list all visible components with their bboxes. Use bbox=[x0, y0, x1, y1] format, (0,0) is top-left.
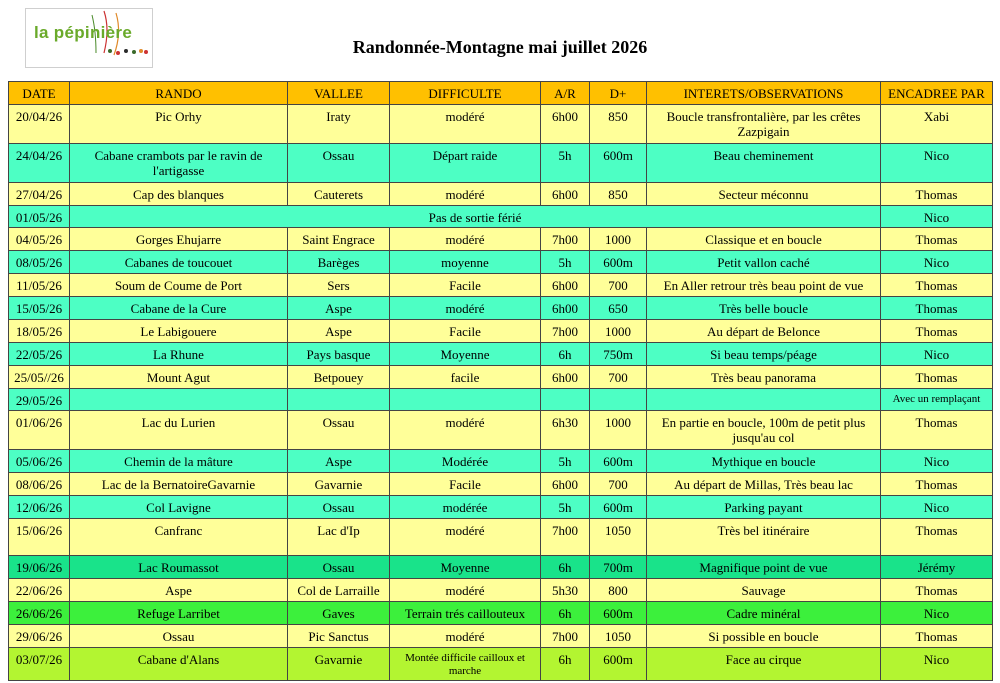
cell-interets: Face au cirque bbox=[647, 648, 881, 681]
cell-encadree: Xabi bbox=[881, 105, 993, 144]
cell-date: 08/05/26 bbox=[9, 251, 70, 274]
cell-vallee: Aspe bbox=[288, 297, 390, 320]
cell-encadree: Nico bbox=[881, 450, 993, 473]
header-rando: RANDO bbox=[70, 82, 288, 105]
cell-interets: Très belle boucle bbox=[647, 297, 881, 320]
cell-rando: Lac du Lurien bbox=[70, 411, 288, 450]
cell-vallee: Pays basque bbox=[288, 343, 390, 366]
table-row bbox=[9, 579, 993, 602]
cell-difficulte: modéré bbox=[390, 519, 541, 556]
cell-date: 11/05/26 bbox=[9, 274, 70, 297]
cell-rando: Lac de la BernatoireGavarnie bbox=[70, 473, 288, 496]
cell-difficulte: modéré bbox=[390, 579, 541, 602]
cell-date: 04/05/26 bbox=[9, 228, 70, 251]
cell-encadree: Jérémy bbox=[881, 556, 993, 579]
cell-rando: Ossau bbox=[70, 625, 288, 648]
hikes-table bbox=[8, 81, 993, 681]
cell-date: 19/06/26 bbox=[9, 556, 70, 579]
cell-date: 29/05/26 bbox=[9, 389, 70, 411]
table-row bbox=[9, 648, 993, 681]
cell-encadree: Thomas bbox=[881, 366, 993, 389]
cell-ar: 7h00 bbox=[541, 519, 590, 556]
cell-difficulte: Facile bbox=[390, 274, 541, 297]
cell-vallee: Gavarnie bbox=[288, 473, 390, 496]
cell-ar: 6h00 bbox=[541, 473, 590, 496]
page-title: Randonnée-Montagne mai juillet 2026 bbox=[352, 37, 648, 57]
cell-dplus: 650 bbox=[590, 297, 647, 320]
cell-interets: En Aller retrour très beau point de vue bbox=[647, 274, 881, 297]
cell-difficulte: Facile bbox=[390, 473, 541, 496]
cell-rando: Chemin de la mâture bbox=[70, 450, 288, 473]
cell-rando: Pas de sortie férié bbox=[70, 206, 881, 228]
cell-difficulte: modéré bbox=[390, 183, 541, 206]
cell-rando: Gorges Ehujarre bbox=[70, 228, 288, 251]
cell-dplus: 700 bbox=[590, 473, 647, 496]
cell-dplus bbox=[590, 389, 647, 411]
cell-difficulte: Modérée bbox=[390, 450, 541, 473]
cell-encadree: Nico bbox=[881, 144, 993, 183]
cell-difficulte: moyenne bbox=[390, 251, 541, 274]
cell-ar: 6h bbox=[541, 556, 590, 579]
cell-interets: Beau cheminement bbox=[647, 144, 881, 183]
cell-encadree: Thomas bbox=[881, 320, 993, 343]
cell-interets: Très bel itinéraire bbox=[647, 519, 881, 556]
cell-rando: Lac Roumassot bbox=[70, 556, 288, 579]
cell-ar: 5h30 bbox=[541, 579, 590, 602]
cell-dplus: 600m bbox=[590, 602, 647, 625]
cell-encadree: Thomas bbox=[881, 274, 993, 297]
cell-vallee: Lac d'Ip bbox=[288, 519, 390, 556]
cell-rando: Cabanes de toucouet bbox=[70, 251, 288, 274]
cell-encadree: Nico bbox=[881, 251, 993, 274]
header-dplus: D+ bbox=[590, 82, 647, 105]
cell-vallee: Gavarnie bbox=[288, 648, 390, 681]
cell-dplus: 1000 bbox=[590, 411, 647, 450]
cell-date: 18/05/26 bbox=[9, 320, 70, 343]
header-vallee: VALLEE bbox=[288, 82, 390, 105]
cell-vallee: Col de Larraille bbox=[288, 579, 390, 602]
cell-date: 08/06/26 bbox=[9, 473, 70, 496]
cell-dplus: 1050 bbox=[590, 519, 647, 556]
cell-rando: Cabane crambots par le ravin de l'artigasse bbox=[70, 144, 288, 183]
cell-encadree: Thomas bbox=[881, 625, 993, 648]
cell-interets: Secteur méconnu bbox=[647, 183, 881, 206]
cell-dplus: 1000 bbox=[590, 320, 647, 343]
cell-vallee: Sers bbox=[288, 274, 390, 297]
table-row bbox=[9, 411, 993, 450]
cell-ar: 5h bbox=[541, 496, 590, 519]
table-row bbox=[9, 251, 993, 274]
cell-encadree: Thomas bbox=[881, 183, 993, 206]
header-ar: A/R bbox=[541, 82, 590, 105]
cell-encadree: Nico bbox=[881, 343, 993, 366]
cell-date: 27/04/26 bbox=[9, 183, 70, 206]
cell-ar: 7h00 bbox=[541, 228, 590, 251]
cell-rando: Cabane d'Alans bbox=[70, 648, 288, 681]
cell-rando: Soum de Coume de Port bbox=[70, 274, 288, 297]
cell-interets: Mythique en boucle bbox=[647, 450, 881, 473]
cell-ar: 5h bbox=[541, 144, 590, 183]
cell-rando bbox=[70, 389, 288, 411]
cell-dplus: 1000 bbox=[590, 228, 647, 251]
cell-encadree: Thomas bbox=[881, 519, 993, 556]
table-row bbox=[9, 473, 993, 496]
cell-date: 20/04/26 bbox=[9, 105, 70, 144]
cell-date: 24/04/26 bbox=[9, 144, 70, 183]
cell-interets: En partie en boucle, 100m de petit plus jusqu'au col bbox=[647, 411, 881, 450]
cell-encadree: Thomas bbox=[881, 411, 993, 450]
cell-date: 01/05/26 bbox=[9, 206, 70, 228]
header-row bbox=[9, 82, 993, 105]
cell-vallee: Saint Engrace bbox=[288, 228, 390, 251]
cell-ar: 6h00 bbox=[541, 366, 590, 389]
cell-difficulte: Montée difficile cailloux et marche bbox=[390, 648, 541, 681]
cell-ar: 6h bbox=[541, 602, 590, 625]
cell-rando: Col Lavigne bbox=[70, 496, 288, 519]
cell-date: 25/05//26 bbox=[9, 366, 70, 389]
table-row bbox=[9, 625, 993, 648]
cell-encadree: Thomas bbox=[881, 579, 993, 602]
cell-dplus: 600m bbox=[590, 450, 647, 473]
cell-rando: Cap des blanques bbox=[70, 183, 288, 206]
cell-ar bbox=[541, 389, 590, 411]
table-row bbox=[9, 228, 993, 251]
cell-rando: Mount Agut bbox=[70, 366, 288, 389]
cell-encadree: Nico bbox=[881, 496, 993, 519]
cell-interets: Petit vallon caché bbox=[647, 251, 881, 274]
cell-rando: Refuge Larribet bbox=[70, 602, 288, 625]
cell-date: 29/06/26 bbox=[9, 625, 70, 648]
cell-encadree: Nico bbox=[881, 602, 993, 625]
cell-rando: Cabane de la Cure bbox=[70, 297, 288, 320]
table-row bbox=[9, 556, 993, 579]
cell-vallee: Gaves bbox=[288, 602, 390, 625]
cell-ar: 6h bbox=[541, 648, 590, 681]
cell-vallee: Ossau bbox=[288, 496, 390, 519]
cell-ar: 6h00 bbox=[541, 105, 590, 144]
cell-date: 26/06/26 bbox=[9, 602, 70, 625]
cell-interets: Au départ de Belonce bbox=[647, 320, 881, 343]
cell-vallee: Betpouey bbox=[288, 366, 390, 389]
cell-rando: Canfranc bbox=[70, 519, 288, 556]
cell-date: 12/06/26 bbox=[9, 496, 70, 519]
cell-difficulte: modérée bbox=[390, 496, 541, 519]
cell-dplus: 700m bbox=[590, 556, 647, 579]
table-row bbox=[9, 496, 993, 519]
cell-dplus: 600m bbox=[590, 496, 647, 519]
cell-dplus: 1050 bbox=[590, 625, 647, 648]
cell-interets: Parking payant bbox=[647, 496, 881, 519]
cell-date: 05/06/26 bbox=[9, 450, 70, 473]
table-row bbox=[9, 519, 993, 556]
cell-difficulte: facile bbox=[390, 366, 541, 389]
cell-vallee: Pic Sanctus bbox=[288, 625, 390, 648]
cell-vallee: Ossau bbox=[288, 556, 390, 579]
cell-date: 01/06/26 bbox=[9, 411, 70, 450]
header-difficulte: DIFFICULTE bbox=[390, 82, 541, 105]
cell-ar: 6h00 bbox=[541, 274, 590, 297]
cell-rando: Aspe bbox=[70, 579, 288, 602]
cell-vallee: Aspe bbox=[288, 450, 390, 473]
cell-interets: Si possible en boucle bbox=[647, 625, 881, 648]
table-row bbox=[9, 320, 993, 343]
cell-encadree: Nico bbox=[881, 648, 993, 681]
cell-difficulte: modéré bbox=[390, 625, 541, 648]
cell-ar: 7h00 bbox=[541, 625, 590, 648]
table-row bbox=[9, 144, 993, 183]
cell-ar: 6h30 bbox=[541, 411, 590, 450]
cell-vallee bbox=[288, 389, 390, 411]
table-row bbox=[9, 297, 993, 320]
cell-vallee: Aspe bbox=[288, 320, 390, 343]
cell-ar: 5h bbox=[541, 450, 590, 473]
cell-date: 22/06/26 bbox=[9, 579, 70, 602]
cell-ar: 6h00 bbox=[541, 297, 590, 320]
cell-interets: Sauvage bbox=[647, 579, 881, 602]
logo-text: la pépinière bbox=[34, 23, 133, 42]
table-row bbox=[9, 343, 993, 366]
cell-difficulte: modéré bbox=[390, 411, 541, 450]
cell-difficulte: Départ raide bbox=[390, 144, 541, 183]
cell-date: 03/07/26 bbox=[9, 648, 70, 681]
cell-ar: 5h bbox=[541, 251, 590, 274]
cell-interets: Au départ de Millas, Très beau lac bbox=[647, 473, 881, 496]
cell-interets: Magnifique point de vue bbox=[647, 556, 881, 579]
cell-encadree: Nico bbox=[881, 206, 993, 228]
cell-dplus: 600m bbox=[590, 144, 647, 183]
cell-interets: Cadre minéral bbox=[647, 602, 881, 625]
cell-dplus: 700 bbox=[590, 366, 647, 389]
table-row bbox=[9, 366, 993, 389]
cell-date: 22/05/26 bbox=[9, 343, 70, 366]
cell-dplus: 600m bbox=[590, 648, 647, 681]
cell-interets: Si beau temps/péage bbox=[647, 343, 881, 366]
cell-vallee: Iraty bbox=[288, 105, 390, 144]
cell-dplus: 800 bbox=[590, 579, 647, 602]
cell-interets: Très beau panorama bbox=[647, 366, 881, 389]
cell-difficulte: modéré bbox=[390, 228, 541, 251]
table-row bbox=[9, 206, 993, 228]
cell-rando: Pic Orhy bbox=[70, 105, 288, 144]
cell-difficulte: Moyenne bbox=[390, 556, 541, 579]
cell-rando: La Rhune bbox=[70, 343, 288, 366]
cell-dplus: 600m bbox=[590, 251, 647, 274]
cell-vallee: Ossau bbox=[288, 144, 390, 183]
cell-difficulte: Moyenne bbox=[390, 343, 541, 366]
cell-ar: 7h00 bbox=[541, 320, 590, 343]
header-date: DATE bbox=[9, 82, 70, 105]
cell-ar: 6h00 bbox=[541, 183, 590, 206]
cell-dplus: 750m bbox=[590, 343, 647, 366]
cell-vallee: Cauterets bbox=[288, 183, 390, 206]
cell-dplus: 700 bbox=[590, 274, 647, 297]
header-encadree: ENCADREE PAR bbox=[881, 82, 993, 105]
cell-ar: 6h bbox=[541, 343, 590, 366]
cell-encadree: Avec un remplaçant bbox=[881, 389, 993, 411]
table-row bbox=[9, 274, 993, 297]
cell-interets: Boucle transfrontalière, par les crêtes Zazpigain bbox=[647, 105, 881, 144]
cell-date: 15/05/26 bbox=[9, 297, 70, 320]
cell-rando: Le Labigouere bbox=[70, 320, 288, 343]
cell-difficulte: Facile bbox=[390, 320, 541, 343]
table-row bbox=[9, 105, 993, 144]
header-interets: INTERETS/OBSERVATIONS bbox=[647, 82, 881, 105]
cell-dplus: 850 bbox=[590, 183, 647, 206]
table-row bbox=[9, 450, 993, 473]
cell-encadree: Thomas bbox=[881, 297, 993, 320]
cell-difficulte: modéré bbox=[390, 297, 541, 320]
cell-vallee: Ossau bbox=[288, 411, 390, 450]
cell-vallee: Barèges bbox=[288, 251, 390, 274]
cell-encadree: Thomas bbox=[881, 473, 993, 496]
cell-date: 15/06/26 bbox=[9, 519, 70, 556]
cell-difficulte bbox=[390, 389, 541, 411]
cell-interets bbox=[647, 389, 881, 411]
table-row bbox=[9, 602, 993, 625]
cell-dplus: 850 bbox=[590, 105, 647, 144]
table-row bbox=[9, 389, 993, 411]
cell-encadree: Thomas bbox=[881, 228, 993, 251]
cell-difficulte: Terrain trés caillouteux bbox=[390, 602, 541, 625]
cell-difficulte: modéré bbox=[390, 105, 541, 144]
table-row bbox=[9, 183, 993, 206]
cell-interets: Classique et en boucle bbox=[647, 228, 881, 251]
